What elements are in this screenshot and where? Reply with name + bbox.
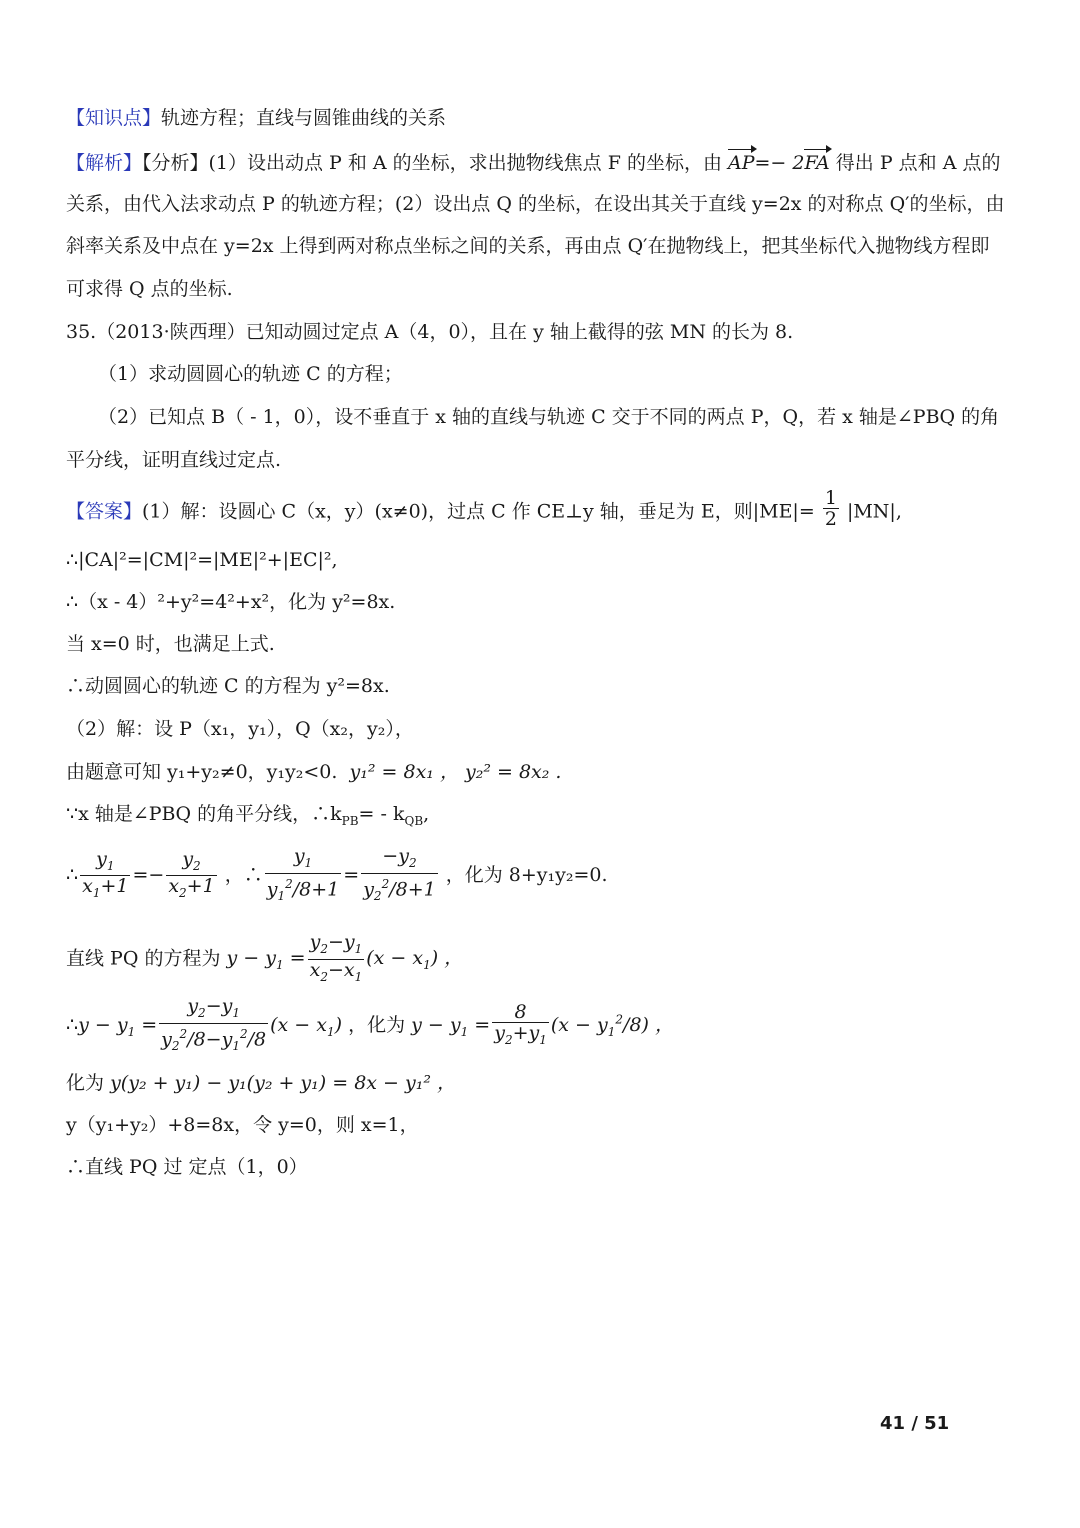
line-bisector	[66, 802, 429, 833]
line-slope-fractions: ∴ $\frac{y_1}{x_1+1}$ =− $\frac{y_2}{x_2+1}$ ，∴ $\frac{y_1}{y_1^2/8+1}$ = $\frac{-y_2}{y_2^2/8+1}$ ，化为 8+y₁y₂=0.	[66, 846, 608, 906]
analysis-text-tail: 得出 P 点和 A 点的	[835, 152, 1001, 174]
question-35-part2: （2）已知点 B（ - 1，0），设不垂直于 x 轴的直线与轨迹 C 交于不同的两点 P，Q，若 x 轴是∠PBQ 的角	[98, 406, 1000, 428]
fraction-result: ，化为 8+y₁y₂=0.	[445, 863, 608, 886]
line-x0: 当 x=0 时，也满足上式.	[66, 633, 275, 655]
page-number: 41 / 51	[880, 1413, 950, 1434]
bisector-text-2: = - k	[358, 803, 405, 825]
condition-text: 由题意可知 y₁+y₂≠0，y₁y₂<0.	[66, 761, 338, 783]
line-fixed-point: ∴直线 PQ 过 定点（1，0）	[66, 1156, 308, 1178]
frac-y1-sub: $\frac{y_1}{y_1^2/8+1}$	[266, 845, 340, 903]
fraction-half	[823, 488, 839, 529]
line-part2-setup: （2）解：设 P（x₁，y₁），Q（x₂，y₂），	[66, 718, 414, 740]
analysis-line-4: 可求得 Q 点的坐标.	[66, 278, 233, 300]
bisector-text-3: ,	[423, 803, 430, 825]
simplify-label: ，化为	[348, 1013, 406, 1036]
answer-line-1	[66, 487, 902, 530]
subscript-qb: QB	[404, 813, 424, 828]
analysis-line-1	[66, 149, 1000, 175]
line-x4: ∴（x - 4）²+y²=4²+x²，化为 y²=8x.	[66, 591, 396, 613]
vector-eq: =− 2	[754, 152, 805, 174]
frac-slope-sub: $\frac{y_2-y_1}{y_2^2/8-y_1^2/8}$	[161, 995, 267, 1053]
line-solve: y（y₁+y₂）+8=8x，令 y=0，则 x=1，	[66, 1114, 419, 1136]
line-pq-equation: 直线 PQ 的方程为 $y - y_1$ = $\frac{y_2-y_1}{x_2-x_1}$ $(x - x_1)$ ，	[66, 932, 463, 987]
vector-ap: AP	[728, 149, 755, 175]
simplify-label-2: 化为	[66, 1072, 105, 1094]
answer-tag: 【答案】	[66, 500, 143, 523]
frac-y2: $\frac{y_2}{x_2+1}$	[168, 847, 215, 901]
knowledge-point-tag: 【知识点】	[66, 107, 162, 129]
analysis-text: 【分析】(1）设出动点 P 和 A 的坐标，求出抛物线焦点 F 的坐标，由	[142, 152, 722, 174]
frac-eight: $\frac{8}{y_2+y_1}$	[494, 1001, 547, 1047]
question-35: 35.（2013·陕西理）已知动圆过定点 A（4，0），且在 y 轴上截得的弦 MN 的长为 8.	[66, 321, 794, 343]
subscript-pb: PB	[341, 813, 359, 828]
frac-slope: $\frac{y_2-y_1}{x_2-x_1}$	[309, 931, 363, 984]
vector-fa: FA	[804, 149, 829, 175]
knowledge-point-text: 轨迹方程；直线与圆锥曲线的关系	[161, 107, 447, 129]
knowledge-point-line	[66, 106, 446, 130]
half-numerator: 1	[824, 487, 837, 509]
answer-text: (1）解：设圆心 C（x，y）(x≠0)，过点 C 作 CE⊥y 轴，垂足为 E，则|ME|=	[142, 500, 815, 523]
frac-neg-y2-sub: $\frac{-y_2}{y_2^2/8+1}$	[363, 845, 436, 903]
line-pq-substituted: ∴y − $y_1$ = $\frac{y_2-y_1}{y_2^2/8-y_1^2/8}$ $(x - x_1)$ ，化为 $y - y_1$ = $\frac{8}{y_2+y_1}$ $(x - y_1^2/8)$ ，	[66, 996, 674, 1056]
analysis-tag: 【解析】	[66, 152, 143, 174]
analysis-line-2: 关系，由代入法求动点 P 的轨迹方程；(2）设出点 Q 的坐标，在设出其关于直线 y=2x 的对称点 Q′的坐标，由	[66, 193, 1005, 215]
question-35-part2-cont: 平分线，证明直线过定点.	[66, 449, 282, 471]
half-denominator: 2	[824, 508, 837, 530]
simplified-equation: y(y₂ + y₁) − y₁(y₂ + y₁) = 8x − y₁² ，	[110, 1072, 457, 1094]
pq-label: 直线 PQ 的方程为	[66, 947, 221, 970]
question-35-part1: （1）求动圆圆心的轨迹 C 的方程；	[98, 363, 403, 385]
line-ca: ∴|CA|²=|CM|²=|ME|²+|EC|²,	[66, 549, 338, 571]
bisector-text: ∵x 轴是∠PBQ 的角平分线，∴k	[66, 803, 342, 825]
answer-text-tail: |MN|,	[846, 500, 902, 523]
frac-y1: $\frac{y_1}{x_1+1}$	[82, 847, 129, 901]
line-trajectory: ∴动圆圆心的轨迹 C 的方程为 y²=8x.	[66, 675, 390, 697]
line-simplified	[66, 1071, 456, 1095]
condition-equation: y₁² = 8x₁ ， y₂² = 8x₂ .	[349, 761, 562, 783]
analysis-line-3: 斜率关系及中点在 y=2x 上得到两对称点坐标之间的关系，再由点 Q′在抛物线上，把其坐标代入抛物线方程即	[66, 235, 990, 257]
line-condition	[66, 760, 561, 784]
